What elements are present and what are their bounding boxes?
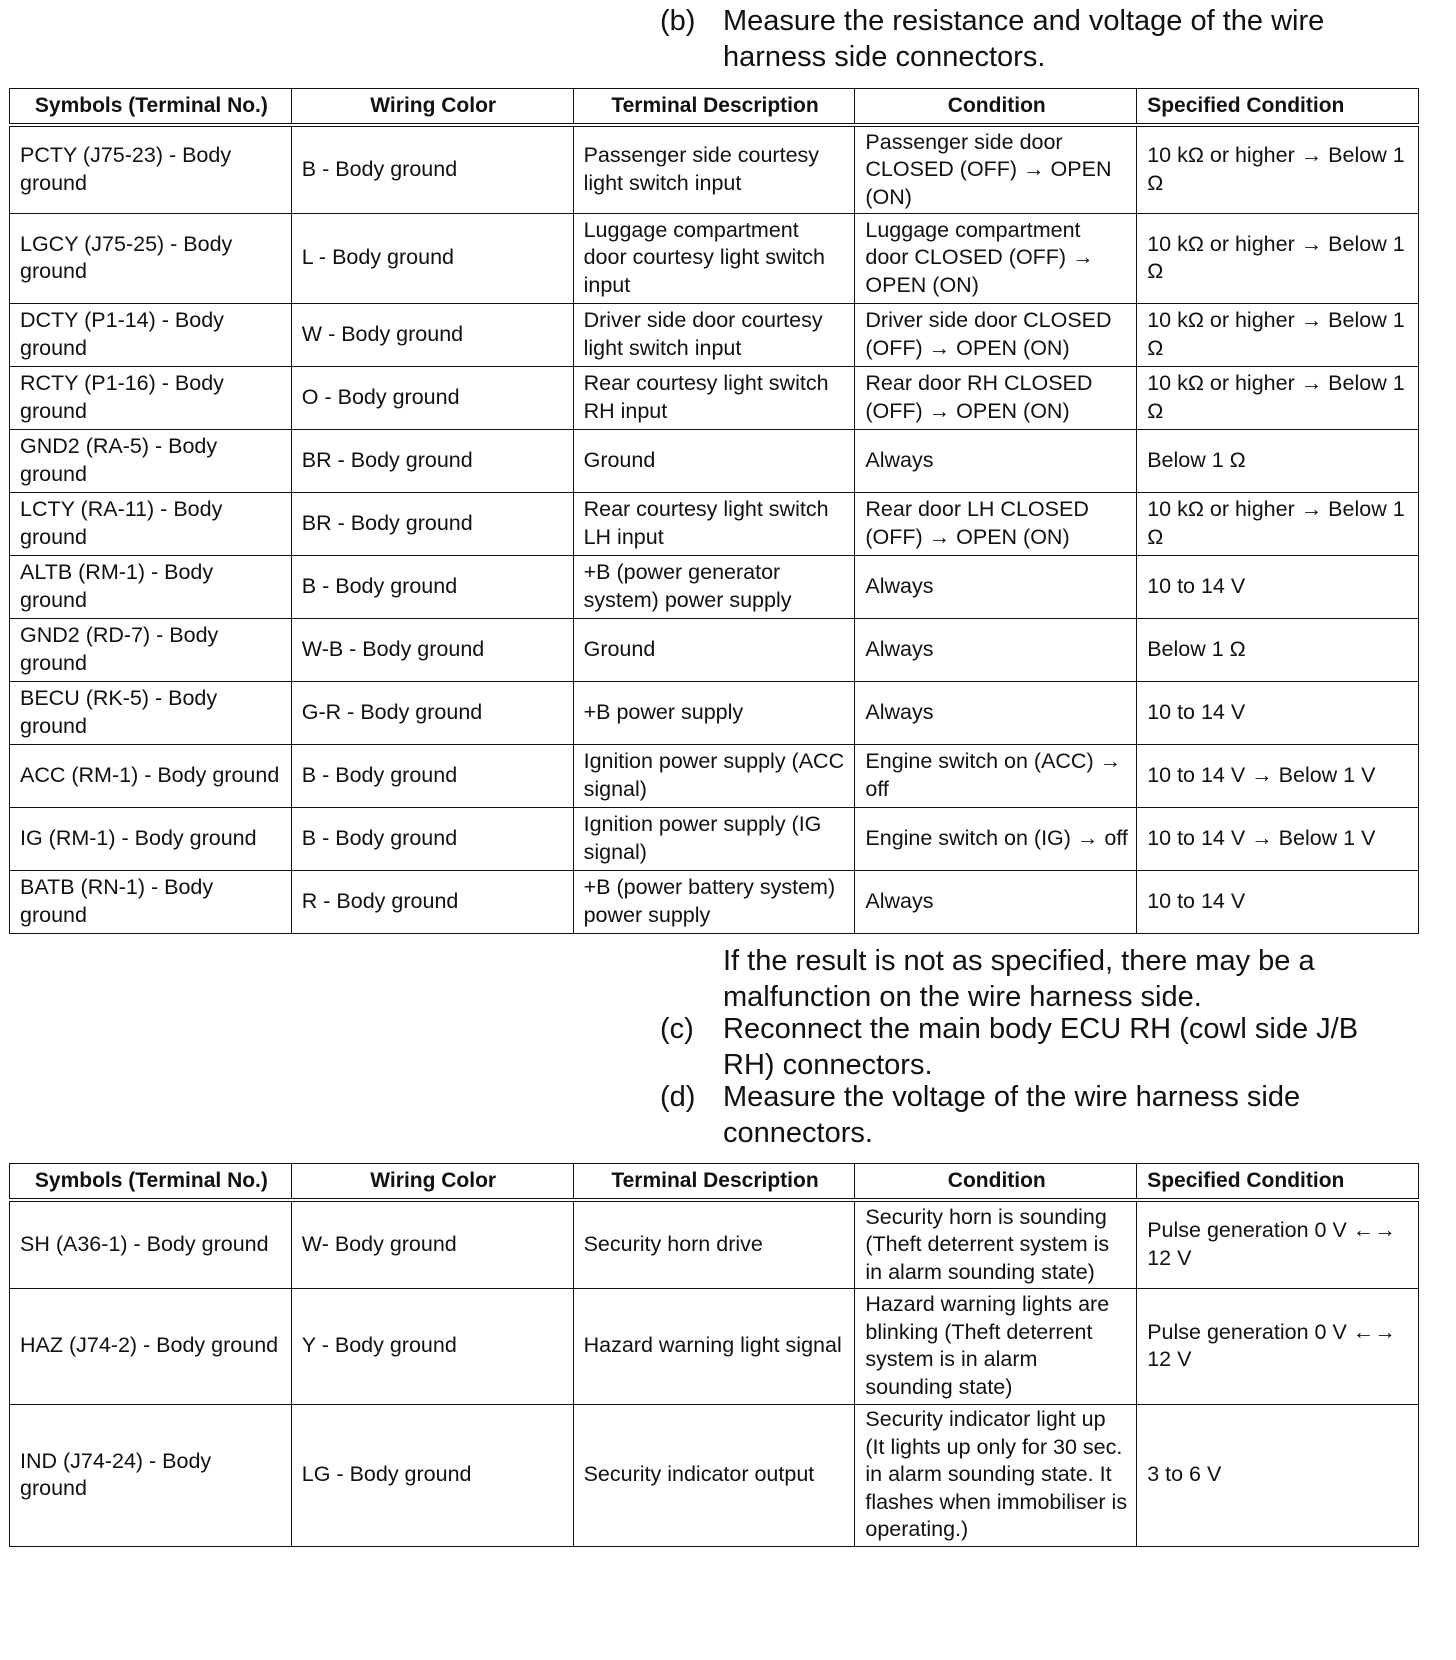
cell-condition: Luggage compartment door CLOSED (OFF) → OPEN (ON): [855, 213, 1137, 303]
step-b: [660, 3, 1400, 75]
table-row: [10, 744, 1419, 807]
cell-wiring-color: B - Body ground: [291, 125, 573, 213]
cell-symbol: BECU (RK-5) - Body ground: [10, 681, 292, 744]
cell-terminal-description: +B (power generator system) power supply: [573, 555, 855, 618]
cell-specified-condition: 10 to 14 V: [1137, 870, 1419, 933]
header-wiring-color: Wiring Color: [291, 1164, 573, 1201]
cell-condition: Security horn is sounding (Theft deterrent system is in alarm sounding state): [855, 1200, 1137, 1288]
table-row: [10, 125, 1419, 213]
cell-wiring-color: B - Body ground: [291, 744, 573, 807]
cell-wiring-color: BR - Body ground: [291, 492, 573, 555]
table-header-row: [10, 1164, 1419, 1201]
cell-specified-condition: 10 kΩ or higher → Below 1 Ω: [1137, 213, 1419, 303]
cell-symbol: ALTB (RM-1) - Body ground: [10, 555, 292, 618]
cell-specified-condition: 10 to 14 V → Below 1 V: [1137, 807, 1419, 870]
header-condition: Condition: [855, 89, 1137, 126]
cell-symbol: LGCY (J75-25) - Body ground: [10, 213, 292, 303]
step-d-text: Measure the voltage of the wire harness side connectors.: [723, 1081, 1301, 1149]
cell-symbol: GND2 (RA-5) - Body ground: [10, 429, 292, 492]
cell-terminal-description: Security horn drive: [573, 1200, 855, 1288]
cell-wiring-color: B - Body ground: [291, 807, 573, 870]
cell-terminal-description: Ignition power supply (IG signal): [573, 807, 855, 870]
cell-wiring-color: R - Body ground: [291, 870, 573, 933]
cell-terminal-description: Passenger side courtesy light switch input: [573, 125, 855, 213]
table-row: [10, 807, 1419, 870]
cell-specified-condition: 10 to 14 V → Below 1 V: [1137, 744, 1419, 807]
cell-terminal-description: Hazard warning light signal: [573, 1288, 855, 1404]
cell-wiring-color: W - Body ground: [291, 303, 573, 366]
cell-symbol: RCTY (P1-16) - Body ground: [10, 366, 292, 429]
cell-symbol: LCTY (RA-11) - Body ground: [10, 492, 292, 555]
cell-condition: Always: [855, 555, 1137, 618]
cell-wiring-color: B - Body ground: [291, 555, 573, 618]
header-symbols: Symbols (Terminal No.): [10, 1164, 292, 1201]
cell-wiring-color: O - Body ground: [291, 366, 573, 429]
table-row: [10, 429, 1419, 492]
cell-specified-condition: 10 kΩ or higher → Below 1 Ω: [1137, 303, 1419, 366]
resistance-voltage-table: [9, 88, 1419, 934]
step-d-label: (d): [660, 1081, 696, 1113]
voltage-table: [9, 1163, 1419, 1547]
cell-symbol: HAZ (J74-2) - Body ground: [10, 1288, 292, 1404]
step-c: [660, 1011, 1400, 1083]
header-specified-condition: Specified Condition: [1137, 1164, 1419, 1201]
header-terminal-description: Terminal Description: [573, 89, 855, 126]
header-condition: Condition: [855, 1164, 1137, 1201]
cell-terminal-description: Rear courtesy light switch LH input: [573, 492, 855, 555]
cell-specified-condition: 10 to 14 V: [1137, 681, 1419, 744]
cell-specified-condition: 10 kΩ or higher → Below 1 Ω: [1137, 366, 1419, 429]
result-note: [660, 943, 1400, 1015]
cell-wiring-color: W- Body ground: [291, 1200, 573, 1288]
step-b-label: (b): [660, 5, 696, 37]
cell-condition: Always: [855, 870, 1137, 933]
cell-wiring-color: LG - Body ground: [291, 1404, 573, 1546]
cell-wiring-color: Y - Body ground: [291, 1288, 573, 1404]
cell-specified-condition: Below 1 Ω: [1137, 618, 1419, 681]
cell-terminal-description: Luggage compartment door courtesy light switch input: [573, 213, 855, 303]
table-row: [10, 870, 1419, 933]
cell-specified-condition: Pulse generation 0 V ←→ 12 V: [1137, 1288, 1419, 1404]
step-d: [660, 1079, 1400, 1151]
cell-condition: Rear door RH CLOSED (OFF) → OPEN (ON): [855, 366, 1137, 429]
cell-specified-condition: 3 to 6 V: [1137, 1404, 1419, 1546]
table-row: [10, 681, 1419, 744]
cell-terminal-description: Ignition power supply (ACC signal): [573, 744, 855, 807]
table-row: [10, 213, 1419, 303]
table-row: [10, 366, 1419, 429]
cell-condition: Always: [855, 429, 1137, 492]
step-c-label: (c): [660, 1013, 694, 1045]
cell-condition: Rear door LH CLOSED (OFF) → OPEN (ON): [855, 492, 1137, 555]
cell-terminal-description: Driver side door courtesy light switch input: [573, 303, 855, 366]
table-row: [10, 555, 1419, 618]
table-row: [10, 303, 1419, 366]
cell-symbol: SH (A36-1) - Body ground: [10, 1200, 292, 1288]
cell-condition: Security indicator light up (It lights up only for 30 sec. in alarm sounding state. It flashes when immobiliser is operating.): [855, 1404, 1137, 1546]
table-row: [10, 1200, 1419, 1288]
table-row: [10, 618, 1419, 681]
cell-specified-condition: Pulse generation 0 V ←→ 12 V: [1137, 1200, 1419, 1288]
cell-condition: Driver side door CLOSED (OFF) → OPEN (ON): [855, 303, 1137, 366]
table-row: [10, 1288, 1419, 1404]
cell-wiring-color: BR - Body ground: [291, 429, 573, 492]
cell-symbol: IND (J74-24) - Body ground: [10, 1404, 292, 1546]
cell-wiring-color: W-B - Body ground: [291, 618, 573, 681]
step-b-text: Measure the resistance and voltage of the wire harness side connectors.: [723, 5, 1325, 73]
step-c-text: Reconnect the main body ECU RH (cowl side J/B RH) connectors.: [723, 1013, 1359, 1081]
cell-symbol: IG (RM-1) - Body ground: [10, 807, 292, 870]
cell-terminal-description: +B power supply: [573, 681, 855, 744]
cell-specified-condition: Below 1 Ω: [1137, 429, 1419, 492]
cell-terminal-description: Security indicator output: [573, 1404, 855, 1546]
cell-specified-condition: 10 kΩ or higher → Below 1 Ω: [1137, 125, 1419, 213]
header-specified-condition: Specified Condition: [1137, 89, 1419, 126]
cell-symbol: DCTY (P1-14) - Body ground: [10, 303, 292, 366]
header-wiring-color: Wiring Color: [291, 89, 573, 126]
cell-wiring-color: G-R - Body ground: [291, 681, 573, 744]
cell-symbol: ACC (RM-1) - Body ground: [10, 744, 292, 807]
cell-terminal-description: Ground: [573, 618, 855, 681]
cell-condition: Always: [855, 681, 1137, 744]
cell-terminal-description: Rear courtesy light switch RH input: [573, 366, 855, 429]
cell-condition: Passenger side door CLOSED (OFF) → OPEN (ON): [855, 125, 1137, 213]
cell-terminal-description: Ground: [573, 429, 855, 492]
table-row: [10, 1404, 1419, 1546]
table-row: [10, 492, 1419, 555]
result-note-text: If the result is not as specified, there may be a malfunction on the wire harness side.: [723, 945, 1315, 1013]
table-header-row: [10, 89, 1419, 126]
cell-symbol: BATB (RN-1) - Body ground: [10, 870, 292, 933]
header-terminal-description: Terminal Description: [573, 1164, 855, 1201]
cell-specified-condition: 10 kΩ or higher → Below 1 Ω: [1137, 492, 1419, 555]
cell-specified-condition: 10 to 14 V: [1137, 555, 1419, 618]
cell-symbol: PCTY (J75-23) - Body ground: [10, 125, 292, 213]
cell-wiring-color: L - Body ground: [291, 213, 573, 303]
cell-condition: Hazard warning lights are blinking (Theft deterrent system is in alarm sounding state): [855, 1288, 1137, 1404]
cell-condition: Always: [855, 618, 1137, 681]
cell-symbol: GND2 (RD-7) - Body ground: [10, 618, 292, 681]
cell-terminal-description: +B (power battery system) power supply: [573, 870, 855, 933]
cell-condition: Engine switch on (ACC) → off: [855, 744, 1137, 807]
header-symbols: Symbols (Terminal No.): [10, 89, 292, 126]
cell-condition: Engine switch on (IG) → off: [855, 807, 1137, 870]
